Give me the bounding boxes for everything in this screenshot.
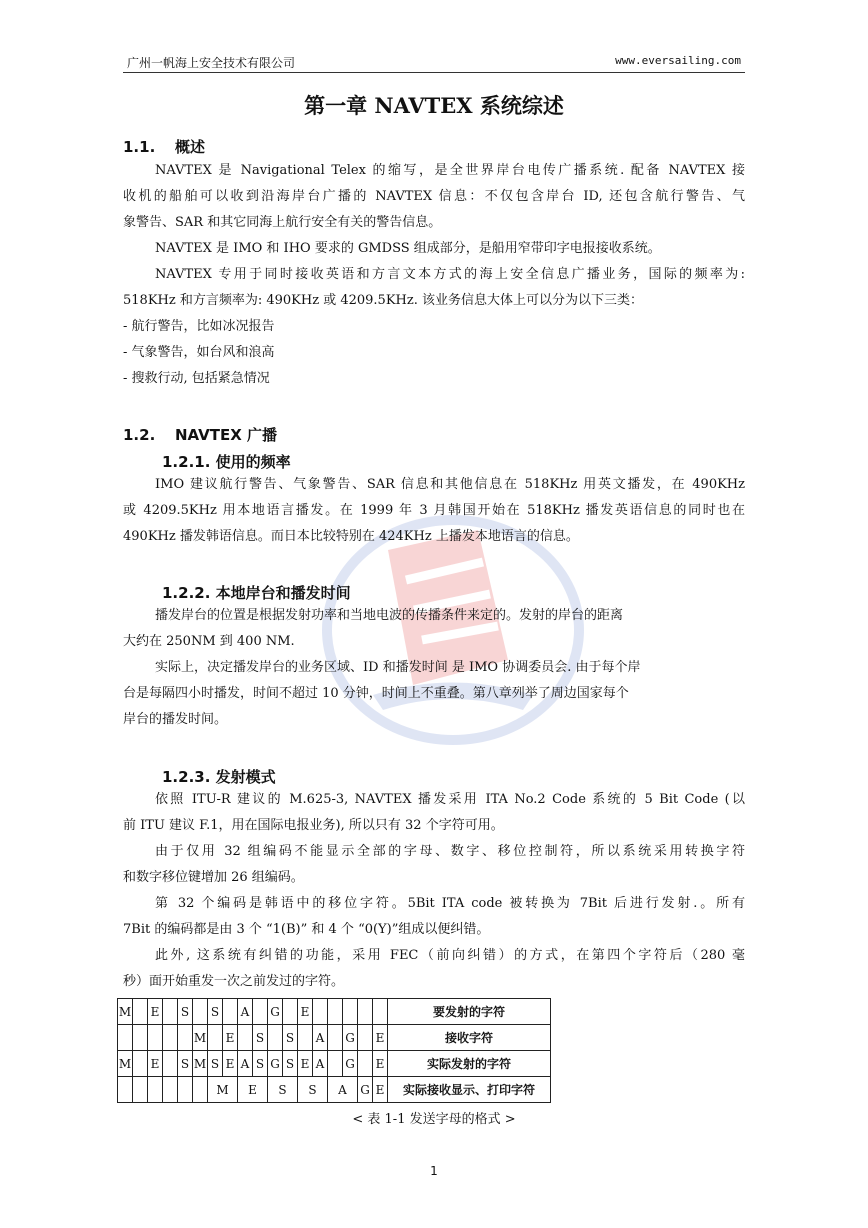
table-caption: < 表 1-1 发送字母的格式 > — [352, 1112, 516, 1127]
paragraph-line: 或 4209.5KHz 用本地语言播发。在 1999 年 3 月韩国开始在 518KHz 播发英语信息的同时也在 — [123, 503, 745, 518]
char-cell: M — [118, 999, 133, 1025]
paragraph-line: 518KHz 和方言频率为: 490KHz 或 4209.5KHz. 该业务信息大体上可以分为以下三类： — [123, 293, 643, 308]
char-cell: M — [118, 1051, 133, 1077]
char-cell — [373, 999, 388, 1025]
char-cell — [358, 999, 373, 1025]
char-cell — [148, 1077, 163, 1103]
header-company: 广州一帆海上安全技术有限公司 — [127, 56, 296, 70]
section-1-2-1-heading: 1.2.1. 使用的频率 — [162, 453, 291, 471]
char-cell — [193, 1077, 208, 1103]
char-cell — [358, 1025, 373, 1051]
char-cell — [178, 1025, 193, 1051]
char-cell — [268, 1025, 283, 1051]
transmission-format-table — [117, 998, 551, 1103]
char-cell: E — [298, 1051, 313, 1077]
char-cell — [328, 1025, 343, 1051]
paragraph-line: 由于仅用 32 组编码不能显示全部的字母、数字、移位控制符，所以系统采用转换字符 — [155, 844, 745, 859]
char-cell: G — [268, 999, 283, 1025]
char-cell: M — [208, 1077, 238, 1103]
char-cell: S — [253, 1025, 268, 1051]
paragraph-line: 秒）面开始重发一次之前发过的字符。 — [123, 974, 345, 989]
char-cell — [328, 1051, 343, 1077]
char-cell: S — [268, 1077, 298, 1103]
paragraph-line: NAVTEX 是 IMO 和 IHO 要求的 GMDSS 组成部分，是船用窄带印字电报接收系统。 — [155, 241, 661, 256]
char-cell — [358, 1051, 373, 1077]
paragraph-line: 收机的船舶可以收到沿海岸台广播的 NAVTEX 信息：不仅包含岸台 ID, 还包含航行警告、气 — [123, 189, 745, 204]
paragraph-line: 象警告、SAR 和其它同海上航行安全有关的警告信息。 — [123, 215, 442, 230]
table-row — [118, 1077, 551, 1103]
char-cell — [223, 999, 238, 1025]
char-cell — [118, 1077, 133, 1103]
paragraph-line: 和数字移位键增加 26 组编码。 — [123, 870, 304, 885]
char-cell: M — [193, 1025, 208, 1051]
char-cell — [133, 1051, 148, 1077]
char-cell — [178, 1077, 193, 1103]
list-item: - 气象警告，如台风和浪高 — [123, 345, 275, 360]
row-label: 接收字符 — [388, 1025, 551, 1051]
char-cell: E — [373, 1051, 388, 1077]
char-cell: E — [223, 1051, 238, 1077]
paragraph-line: NAVTEX 专用于同时接收英语和方言文本方式的海上安全信息广播业务，国际的频率为: — [155, 267, 745, 282]
char-cell — [163, 1051, 178, 1077]
paragraph-line: 台是每隔四小时播发，时间不超过 10 分钟，时间上不重叠。第八章列举了周边国家每个 — [123, 686, 629, 701]
section-1-1-heading — [123, 136, 205, 157]
section-1-2-3-heading: 1.2.3. 发射模式 — [162, 768, 276, 786]
char-cell: E — [298, 999, 313, 1025]
section-1-2-number: 1.2. — [123, 426, 156, 444]
char-cell — [133, 1077, 148, 1103]
char-cell: A — [238, 1051, 253, 1077]
char-cell — [343, 999, 358, 1025]
section-1-2-title: NAVTEX 广播 — [175, 426, 278, 444]
list-item: - 搜救行动, 包括紧急情况 — [123, 371, 270, 386]
char-cell: S — [298, 1077, 328, 1103]
char-cell — [133, 999, 148, 1025]
paragraph-line: 岸台的播发时间。 — [123, 712, 228, 727]
char-cell: A — [238, 999, 253, 1025]
char-cell — [328, 999, 343, 1025]
table-row — [118, 1051, 551, 1077]
char-cell — [163, 1025, 178, 1051]
char-cell: S — [283, 1051, 298, 1077]
char-cell: E — [373, 1077, 388, 1103]
char-cell — [163, 1077, 178, 1103]
char-cell: E — [223, 1025, 238, 1051]
section-1-1-title: 概述 — [175, 138, 206, 156]
page-number: 1 — [430, 1164, 438, 1178]
char-cell — [148, 1025, 163, 1051]
paragraph-line: 490KHz 播发韩语信息。而日本比较特别在 424KHz 上播发本地语言的信息。 — [123, 529, 579, 544]
char-cell: G — [268, 1051, 283, 1077]
paragraph-line: 第 32 个编码是韩语中的移位字符。5Bit ITA code 被转换为 7Bit 后进行发射.。所有 — [155, 896, 745, 911]
table-row — [118, 1025, 551, 1051]
char-cell: G — [343, 1051, 358, 1077]
char-cell — [163, 999, 178, 1025]
section-1-2-heading — [123, 424, 277, 445]
char-cell — [208, 1025, 223, 1051]
paragraph-line: 大约在 250NM 到 400 NM. — [123, 634, 295, 649]
char-cell — [283, 999, 298, 1025]
char-cell — [133, 1025, 148, 1051]
row-label: 实际发射的字符 — [388, 1051, 551, 1077]
char-cell: G — [358, 1077, 373, 1103]
char-cell: M — [193, 1051, 208, 1077]
char-cell — [253, 999, 268, 1025]
row-label: 要发射的字符 — [388, 999, 551, 1025]
paragraph-line: 实际上，决定播发岸台的业务区域、ID 和播发时间 是 IMO 协调委员会. 由于每个岸 — [155, 660, 641, 675]
paragraph-line: 播发岸台的位置是根据发射功率和当地电波的传播条件来定的。发射的岸台的距离 — [155, 608, 624, 623]
paragraph-line: 依照 ITU-R 建议的 M.625-3, NAVTEX 播发采用 ITA No.2 Code 系统的 5 Bit Code (以 — [155, 792, 745, 807]
paragraph-line: 前 ITU 建议 F.1，用在国际电报业务), 所以只有 32 个字符可用。 — [123, 818, 504, 833]
section-1-2-2-heading: 1.2.2. 本地岸台和播发时间 — [162, 584, 351, 602]
char-cell: S — [283, 1025, 298, 1051]
paragraph-line: 此外, 这系统有纠错的功能，采用 FEC（前向纠错）的方式，在第四个字符后（280 毫 — [155, 948, 745, 963]
char-cell — [193, 999, 208, 1025]
row-label: 实际接收显示、打印字符 — [388, 1077, 551, 1103]
header-url: www.eversailing.com — [615, 54, 741, 67]
table-body — [118, 999, 551, 1103]
table-row — [118, 999, 551, 1025]
char-cell: A — [313, 1025, 328, 1051]
char-cell: S — [253, 1051, 268, 1077]
char-cell: A — [328, 1077, 358, 1103]
char-cell — [298, 1025, 313, 1051]
char-cell: S — [178, 999, 193, 1025]
char-cell: E — [373, 1025, 388, 1051]
paragraph-line: IMO 建议航行警告、气象警告、SAR 信息和其他信息在 518KHz 用英文播发，在 490KHz — [155, 477, 745, 492]
char-cell: A — [313, 1051, 328, 1077]
page-header — [123, 52, 745, 73]
char-cell: G — [343, 1025, 358, 1051]
char-cell: S — [208, 999, 223, 1025]
char-cell — [238, 1025, 253, 1051]
char-cell: S — [208, 1051, 223, 1077]
char-cell: S — [178, 1051, 193, 1077]
char-cell — [118, 1025, 133, 1051]
char-cell: E — [238, 1077, 268, 1103]
paragraph-line: 7Bit 的编码都是由 3 个 “1(B)” 和 4 个 “0(Y)”组成以便纠错。 — [123, 922, 490, 937]
char-cell: E — [148, 1051, 163, 1077]
section-1-1-number: 1.1. — [123, 138, 156, 156]
char-cell: E — [148, 999, 163, 1025]
paragraph-line: NAVTEX 是 Navigational Telex 的缩写，是全世界岸台电传广播系统. 配备 NAVTEX 接 — [155, 163, 745, 178]
list-item: - 航行警告，比如冰况报告 — [123, 319, 275, 334]
char-cell — [313, 999, 328, 1025]
chapter-title: 第一章 NAVTEX 系统综述 — [304, 93, 564, 118]
